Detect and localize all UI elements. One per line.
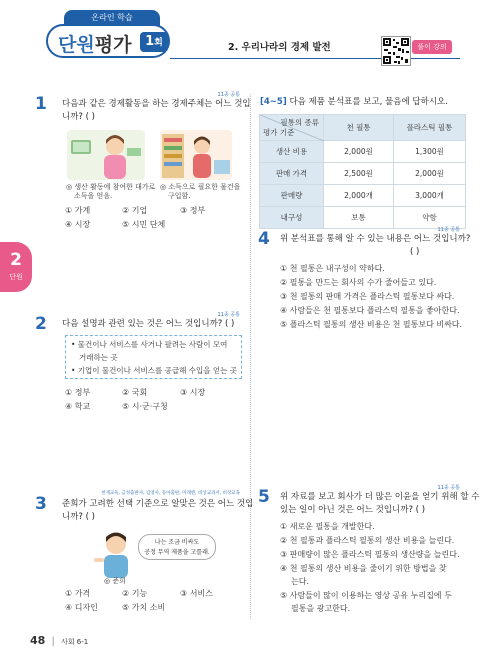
q2-choice-2[interactable]: ② 국회 [122,388,148,397]
q1-choice-1[interactable]: ① 가계 [65,206,91,215]
q3-speech-line1: 나는 조금 비싸도 [154,539,200,546]
q3-choice-1[interactable]: ① 가격 [65,589,91,598]
side-tab [0,242,32,292]
q5-item-5-cont: 필통을 광고한다. [291,604,351,613]
q5-text-line2: 있는 일이 아닌 것은 어느 것입니까? ( ) [280,505,426,515]
q5-item-3[interactable]: ③ 판매량이 많은 플라스틱 필통의 생산량을 늘린다. [280,550,460,559]
q1-caption-left [66,183,155,201]
table-cell: 2,000원 [394,163,466,185]
side-tab-number: 2 [10,250,22,270]
q4-item-2[interactable]: ② 필통을 만드는 회사의 수가 줄어들고 있다. [280,278,437,287]
table-row [260,185,466,207]
analysis-table-wrap [259,114,466,229]
analysis-table [259,114,466,229]
header-tab-label: 온라인 학습 [91,13,133,22]
column-divider [250,94,251,619]
q2-box-line2: 거래하는 곳 [79,353,118,362]
q2-number: 2 [35,314,47,334]
table-row-label: 내구성 [260,207,324,229]
q3-text-line2: 니까? ( ) [62,512,95,522]
q4-tag: 11종 공통 [437,227,460,233]
q5-item-2[interactable]: ② 천 필통과 플라스틱 필통의 생산 비용을 늘린다. [280,536,455,545]
q5-number: 5 [258,487,270,507]
q1-choice-2[interactable]: ② 기업 [122,206,148,215]
video-lecture-label: 풀이 강의 [417,43,447,51]
table-row [260,163,466,185]
q1-illustration-right [160,130,232,180]
video-lecture-button[interactable] [412,40,452,54]
q2-box-line3: • 기업이 물건이나 서비스를 공급해 수입을 얻는 곳 [71,366,238,375]
q4-answer-paren: ( ) [410,247,420,257]
table-row-label: 생산 비용 [260,141,324,163]
q2-text: 다음 설명과 관련 있는 것은 어느 것입니까? ( ) [62,319,235,329]
q5-item-5[interactable]: ⑤ 사람들이 많이 이용하는 영상 공유 누리집에 두 [280,591,452,600]
chapter-title-text: 2. 우리나라의 경제 발전 [228,42,331,53]
table-row-label: 판매 가격 [260,163,324,185]
table-cell: 약함 [394,207,466,229]
table-cell: 1,300원 [394,141,466,163]
q2-choice-3[interactable]: ③ 시장 [180,388,206,397]
round-badge [140,32,168,52]
q2-choice-5[interactable]: ⑤ 시·군·구청 [122,402,168,411]
q3-choice-3[interactable]: ③ 서비스 [180,589,213,598]
unit-title-part1: 단원 [58,34,95,56]
q3-text-line1: 준희가 고려한 선택 기준으로 알맞은 것은 어느 것입 [62,499,254,509]
q1-caption-right-line1: ◎ 소득으로 필요한 물건을 [160,183,241,191]
q3-number: 3 [35,494,47,514]
q1-caption-left-line2: 소득을 얻음. [74,192,113,200]
q1-caption-right-line2: 구입함. [168,192,191,200]
header-rule [170,58,460,59]
table-col-header-2: 플라스틱 필통 [394,115,466,141]
passage-range: [4~5] [260,97,287,107]
round-suffix: 회 [154,38,163,48]
q3-illustration [86,528,146,578]
page-number: 48 [30,634,46,647]
q4-item-4[interactable]: ④ 사람들은 천 필통보다 플라스틱 필통을 좋아한다. [280,306,460,315]
passage-header [260,96,448,109]
q4-item-3[interactable]: ③ 천 필통의 판매 가격은 플라스틱 필통보다 싸다. [280,292,455,301]
table-corner-top: 필통의 종류 [280,118,319,127]
table-cell: 2,000개 [324,185,394,207]
q5-text-line1: 위 자료를 보고 회사가 더 많은 이윤을 얻기 위해 할 수 [280,492,480,502]
side-tab-label: 단원 [9,273,23,281]
table-cell: 3,000개 [394,185,466,207]
q3-choice-2[interactable]: ② 기능 [122,589,148,598]
table-corner-bottom: 평가 기준 [263,128,295,137]
round-number: 1 [145,34,155,49]
q4-number: 4 [258,229,270,249]
q3-choice-5[interactable]: ⑤ 가치 소비 [122,603,166,612]
q1-choice-4[interactable]: ④ 시장 [65,220,91,229]
q4-text: 위 분석표를 통해 알 수 있는 내용은 어느 것입니까? [280,234,471,244]
q1-choice-3[interactable]: ③ 정부 [180,206,206,215]
q5-item-4-cont: 는다. [291,577,309,586]
table-row-label: 판매량 [260,185,324,207]
q2-choice-4[interactable]: ④ 학교 [65,402,91,411]
q5-item-4[interactable]: ④ 천 필통의 생산 비용을 줄이기 위한 방법을 찾 [280,564,447,573]
table-cell: 보통 [324,207,394,229]
table-cell: 2,000원 [324,141,394,163]
q1-illustration-left [67,130,145,180]
q3-speech-line2: 공정 무역 제품을 고를래. [144,549,210,556]
table-cell: 2,500원 [324,163,394,185]
q2-tag: 11종 공통 [217,312,240,318]
q2-choice-1[interactable]: ① 정부 [65,388,91,397]
footer-separator: | [51,636,55,647]
q1-text-line1: 다음과 같은 경제활동을 하는 경제주체는 어느 것입 [62,99,251,109]
footer [30,634,88,647]
q4-item-5[interactable]: ⑤ 플라스틱 필통의 생산 비용은 천 필통보다 비싸다. [280,320,463,329]
q4-item-1[interactable]: ① 천 필통은 내구성이 약하다. [280,264,385,273]
q1-choice-5[interactable]: ⑤ 시민 단체 [122,220,166,229]
q3-speech-bubble [138,534,216,560]
q1-caption-left-line1: ◎ 생산 활동에 참여한 대가로 [66,183,156,191]
q3-person-label: ◎ 준희 [104,577,126,585]
q5-item-1[interactable]: ① 새로운 필통을 개발한다. [280,522,375,531]
q1-text-line2: 니까? ( ) [62,112,95,122]
q2-box-line1: • 물건이나 서비스를 사거나 팔려는 사람이 모여 [71,340,228,349]
q1-caption-right [160,183,240,201]
q3-tag: 천재교육, 금성출판사, 김영사, 동아출판, 미래엔, 비상교과서, 비상교육 [101,491,240,496]
table-corner [260,115,324,141]
qr-code[interactable] [381,36,411,66]
q1-number: 1 [35,94,47,114]
table-row [260,141,466,163]
passage-text: 다음 제품 분석표를 보고, 물음에 답하시오. [289,97,448,107]
footer-book: 사회 6-1 [61,638,89,646]
unit-title [58,30,131,57]
q5-tag: 11종 공통 [437,485,460,491]
unit-title-part2: 평가 [94,34,132,56]
q3-choice-4[interactable]: ④ 디자인 [65,603,98,612]
q1-tag: 11종 공통 [217,92,240,98]
table-col-header-1: 천 필통 [324,115,394,141]
chapter-title [228,39,331,53]
